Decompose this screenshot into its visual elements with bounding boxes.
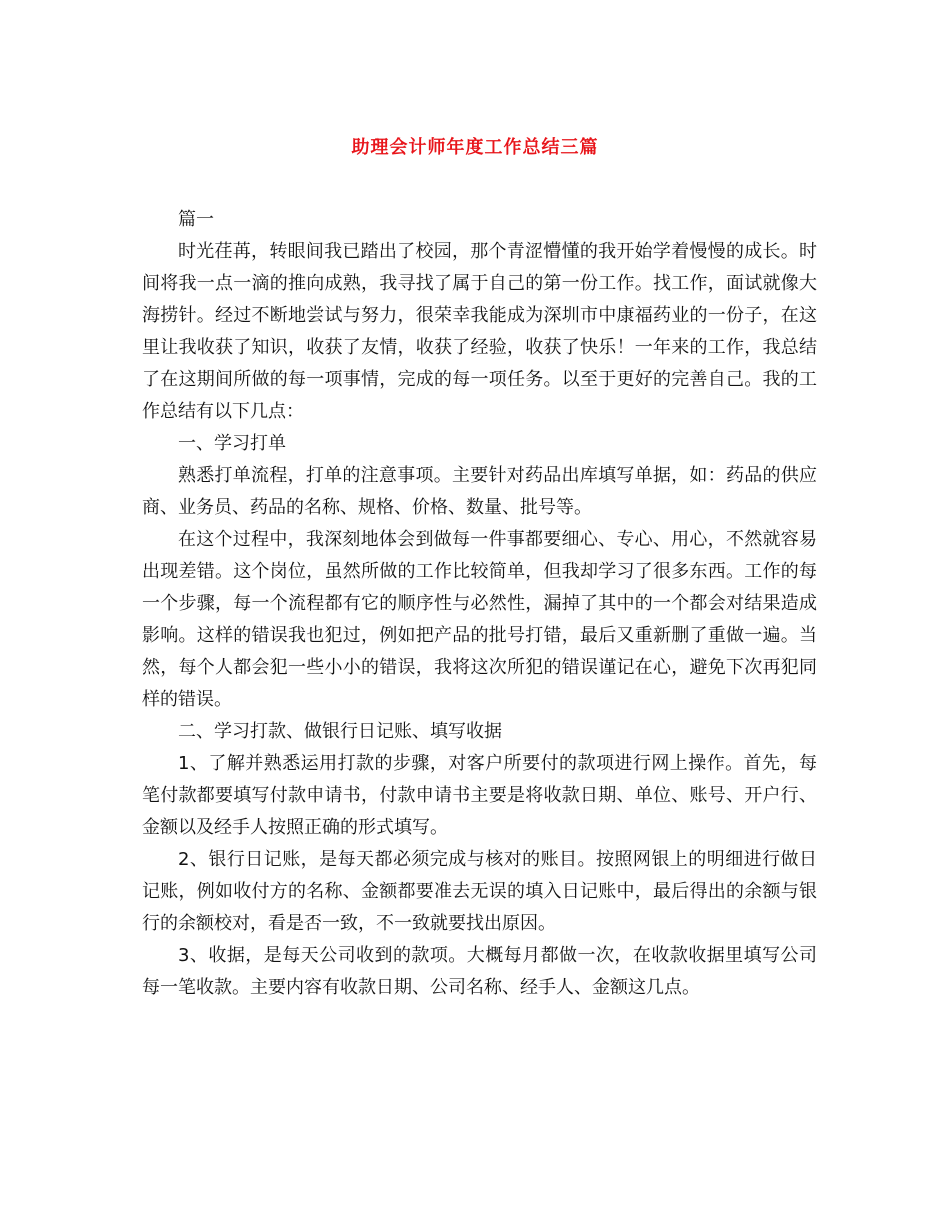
heading-learn-billing: 一、学习打单 [178, 433, 286, 454]
paragraph-billing-reflection: 在这个过程中，我深刻地体会到做每一件事都要细心、专心、用心，不然就容易出现差错。这个岗位，虽然所做的工作比较简单，但我却学习了很多东西。工作的每一个步骤，每一个流程都有它的顺序性与必然性，漏掉了其中的一个都会对结果造成影响。这样的错误我也犯过，例如把产品的批号打错，最后又重新删了重做一遍。当然，每个人都会犯一些小小的错误，我将这次所犯的错误谨记在心，避免下次再犯同样的错误。 [142, 529, 817, 710]
document-title: 助理会计师年度工作总结三篇 [351, 137, 599, 158]
document-body [142, 204, 817, 1004]
paragraph-billing-process: 熟悉打单流程，打单的注意事项。主要针对药品出库填写单据，如：药品的供应商、业务员、药品的名称、规格、价格、数量、批号等。 [142, 465, 817, 518]
paragraph-bank-journal: 2、银行日记账，是每天都必须完成与核对的账目。按照网银上的明细进行做日记账，例如收付方的名称、金额都要准去无误的填入日记账中，最后得出的余额与银行的余额校对，看是否一致，不一致就要找出原因。 [142, 849, 817, 934]
paragraph-payment-steps: 1、了解并熟悉运用打款的步骤，对客户所要付的款项进行网上操作。首先，每笔付款都要填写付款申请书，付款申请书主要是将收款日期、单位、账号、开户行、金额以及经手人按照正确的形式填写。 [142, 753, 817, 838]
section-label-part-one: 篇一 [178, 209, 214, 230]
paragraph-receipts: 3、收据，是每天公司收到的款项。大概每月都做一次，在收款收据里填写公司每一笔收款。主要内容有收款日期、公司名称、经手人、金额这几点。 [142, 945, 817, 998]
paragraph-intro: 时光荏苒，转眼间我已踏出了校园，那个青涩懵懂的我开始学着慢慢的成长。时间将我一点一滴的推向成熟，我寻找了属于自己的第一份工作。找工作，面试就像大海捞针。经过不断地尝试与努力，很荣幸我能成为深圳市中康福药业的一份子，在这里让我收获了知识，收获了友情，收获了经验，收获了快乐！一年来的工作，我总结了在这期间所做的每一项事情，完成的每一项任务。以至于更好的完善自己。我的工作总结有以下几点： [142, 241, 817, 422]
heading-payments-journal-receipts: 二、学习打款、做银行日记账、填写收据 [178, 721, 502, 742]
